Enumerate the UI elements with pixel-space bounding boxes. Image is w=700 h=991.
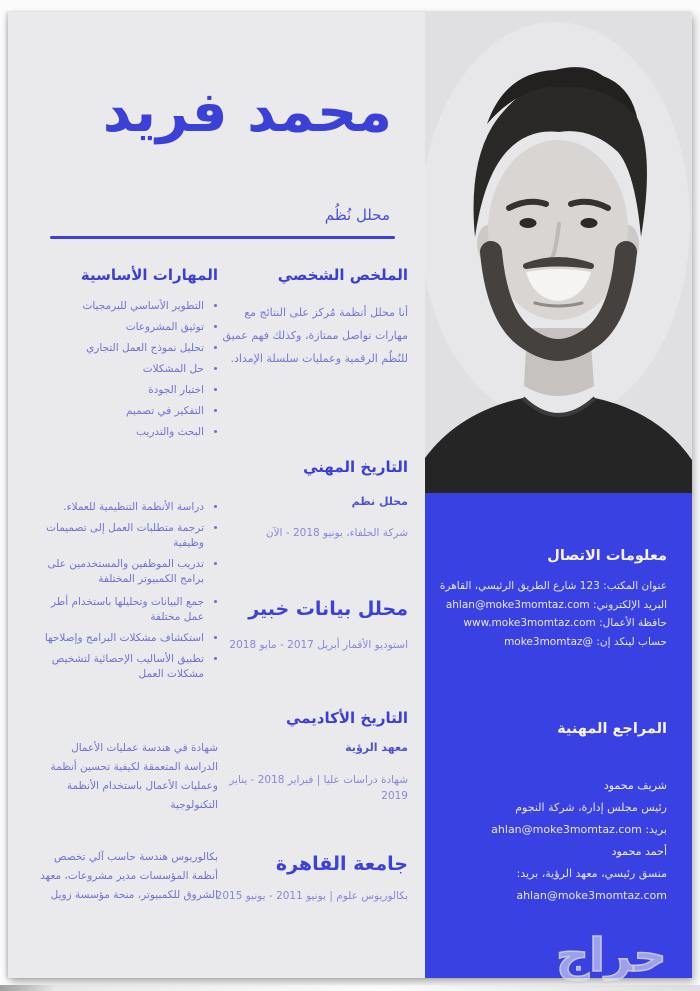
job2-company-dates: استوديو الأقمار أبريل 2017 - مايو 2018 xyxy=(229,639,408,651)
header-divider xyxy=(50,236,395,239)
job-duty-item: • استكشاف مشكلات البرامج وإصلاحها xyxy=(36,631,204,646)
university-degree-dates: بكالوريوس علوم | يونيو 2011 - يونيو 2015 xyxy=(215,890,408,902)
job2-duty-list xyxy=(36,595,218,682)
job2-title: محلل بيانات خبير xyxy=(248,598,408,620)
education-entry1-description: شهادة في هندسة عمليات الأعمال الدراسة المتعمقة لكيفية تحسين أنظمة وعمليات الأعمال باستخدام الأنظمة التكنولوجية xyxy=(50,742,218,811)
candidate-job-title: محلل نُظُم xyxy=(324,206,390,224)
institution-name: معهد الرؤية xyxy=(345,741,408,754)
skill-item: • التطوير الأساسي للبرمجيات xyxy=(36,299,204,314)
university-name: جامعة القاهرة xyxy=(275,853,408,875)
contact-heading: معلومات الاتصال xyxy=(547,548,667,564)
job-duty-item: • جمع البيانات وتحليلها باستخدام أطر عمل مختلفة xyxy=(36,595,204,625)
summary-section xyxy=(212,266,408,370)
contact-line: عنوان المكتب: 123 شارع الطريق الرئيسي، القاهرة xyxy=(439,580,667,592)
job-duty-item: • تدريب الموظفين والمستخدمين على برامج الكمبيوتر المختلفة xyxy=(36,557,204,587)
skill-item: • حل المشكلات xyxy=(36,362,204,377)
skill-item: • التفكير في تصميم xyxy=(36,404,204,419)
education-entry1-meta xyxy=(212,741,408,804)
skill-item: • توثيق المشروعات xyxy=(36,320,204,335)
skill-item: • تحليل نموذج العمل التجاري xyxy=(36,341,204,356)
profile-photo xyxy=(425,12,692,493)
job-duty-item: • تطبيق الأساليب الإحصائية لتشخيص مشكلات العمل xyxy=(36,652,204,682)
main-column xyxy=(8,12,425,978)
resume-page xyxy=(8,12,692,978)
contact-line: البريد الإلكتروني: ahlan@moke3momtaz.com xyxy=(445,598,667,611)
job1-duty-list xyxy=(36,500,218,587)
references-heading: المراجع المهنية xyxy=(557,721,667,737)
reference-role: منسق رئيسي، معهد الرؤية، بريد: xyxy=(516,867,667,880)
portrait-illustration xyxy=(425,12,692,493)
job1-title: محلل نظم xyxy=(351,495,408,508)
job-duty-item: • دراسة الأنظمة التنظيمية للعملاء. xyxy=(36,500,204,515)
reference-name: شريف محمود xyxy=(603,779,667,792)
haraj-watermark: حراج xyxy=(556,928,667,982)
references-list xyxy=(439,775,667,907)
contact-line: حافظة الأعمال: www.moke3momtaz.com xyxy=(463,617,667,629)
degree-dates: شهادة دراسات عليا | فبراير 2018 - يناير 2019 xyxy=(229,774,408,802)
experience-heading: التاريخ المهني xyxy=(303,458,408,476)
contact-line: حساب لينكد إن: @moke3momtaz xyxy=(504,635,667,648)
job2-duties xyxy=(36,595,218,688)
skills-section xyxy=(36,266,218,446)
education-entry2-description: بكالوريوس هندسة حاسب آلي تخصص أنظمة المؤسسات مدير مشروعات، معهد الشروق للكمبيوتر، منحة مؤسسة زويل xyxy=(40,851,218,901)
reference-entry xyxy=(439,841,667,907)
skills-list xyxy=(36,299,218,440)
skill-item: • البحث والتدريب xyxy=(36,425,204,440)
side-column xyxy=(425,12,692,978)
candidate-name: محمد فريد xyxy=(102,80,392,145)
job1-duties xyxy=(36,500,218,593)
reference-email: ahlan@moke3momtaz.com xyxy=(516,889,667,902)
contact-lines xyxy=(439,577,667,651)
job1-company-dates: شركة الحلفاء، يونيو 2018 - الآن xyxy=(265,527,408,539)
reference-email: بريد: ahlan@moke3momtaz.com xyxy=(491,823,667,836)
job-duty-item: • ترجمة متطلبات العمل إلى تصميمات وظيفية xyxy=(36,521,204,551)
skills-heading: المهارات الأساسية xyxy=(80,266,218,284)
reference-name: أحمد محمود xyxy=(611,845,667,858)
job1-meta xyxy=(212,495,408,541)
education-heading: التاريخ الأكاديمي xyxy=(285,709,408,727)
reference-role: رئيس مجلس إدارة، شركة النجوم xyxy=(515,801,667,814)
reference-entry xyxy=(439,775,667,841)
photo-bottom-edge xyxy=(0,985,700,991)
contact-panel xyxy=(425,493,692,978)
skill-item: • اختبار الجودة xyxy=(36,383,204,398)
summary-text: أنا محلل أنظمة مُركز على النتائج مع مهارات تواصل ممتازة، وكذلك فهم عميق للنُظُم الرقمية وعمليات سلسلة الإمداد. xyxy=(222,306,408,365)
summary-heading: الملخص الشخصي xyxy=(277,266,408,284)
